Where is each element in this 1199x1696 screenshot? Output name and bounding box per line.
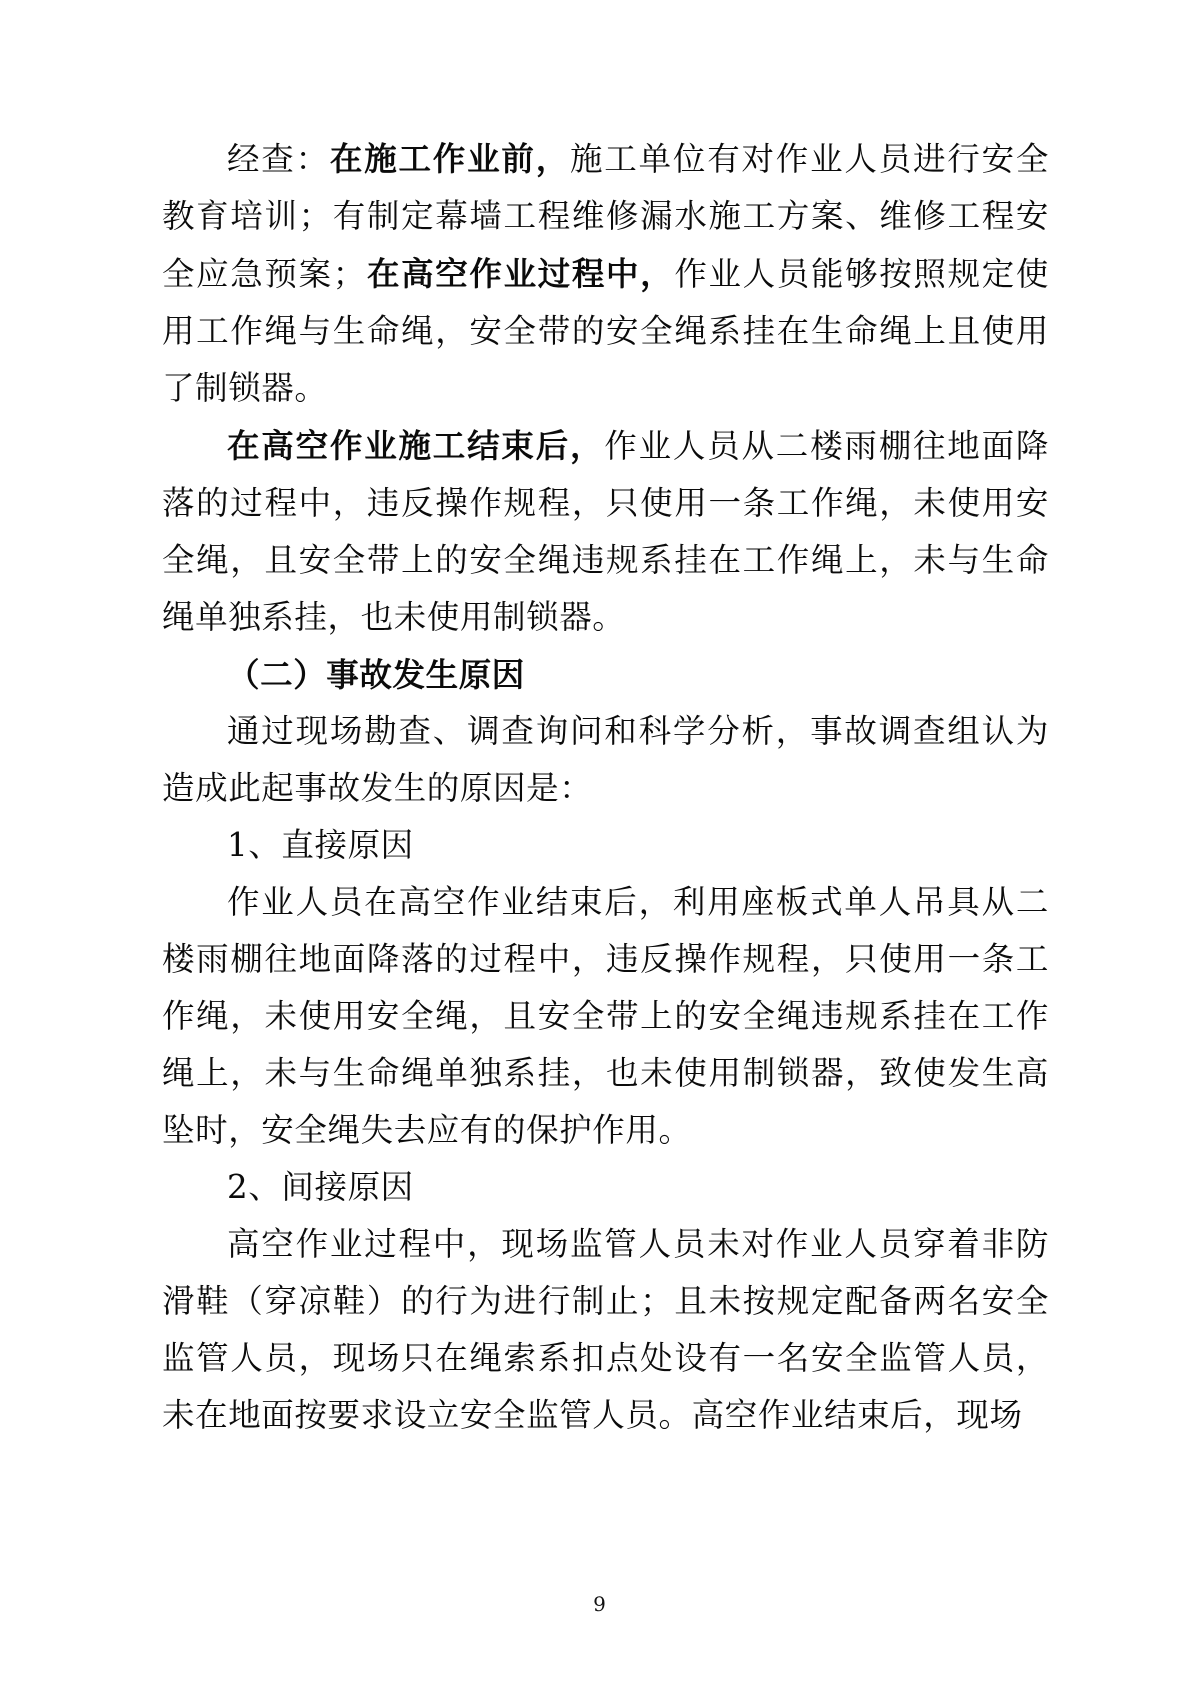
text-run: 施工单位有对作业人员进行安全教育培训；有制定幕墙工程维修漏水施工方案、维修工程安全应急预案； [162, 140, 1049, 293]
text-run: 作业人员在高空作业结束后，利用座板式单人吊具从二楼雨棚往地面降落的过程中，违反操作规程，只使用一条工作绳，未使用安全绳，且安全带上的安全绳违规系挂在工作绳上，未与生命绳单独系挂，也未使用制锁器，致使发生高坠时，安全绳失去应有的保护作用。 [162, 883, 1049, 1149]
emphasis-text: 在高空作业过程中， [365, 254, 675, 293]
text-run: 通过现场勘查、调查询问和科学分析，事故调查组认为造成此起事故发生的原因是： [162, 712, 1049, 807]
text-run: 1、直接原因 [227, 826, 414, 864]
paragraph [162, 703, 1049, 817]
paragraph [162, 417, 1049, 646]
emphasis-text: 在高空作业施工结束后， [227, 426, 605, 465]
emphasis-text: 在施工作业前， [329, 139, 570, 178]
text-run: 作业人员能够按照规定使用工作绳与生命绳，安全带的安全绳系挂在生命绳上且使用了制锁器。 [162, 255, 1049, 407]
document-body [162, 130, 1049, 1444]
text-run: 经查： [227, 140, 330, 178]
section-heading [162, 646, 1049, 703]
emphasis-text: （二）事故发生原因 [227, 655, 525, 694]
paragraph [162, 874, 1049, 1159]
paragraph [162, 817, 1049, 874]
paragraph [162, 130, 1049, 417]
page-number: 9 [593, 1592, 606, 1616]
paragraph [162, 1159, 1049, 1216]
paragraph [162, 1216, 1049, 1444]
text-run: 作业人员从二楼雨棚往地面降落的过程中，违反操作规程，只使用一条工作绳，未使用安全绳，且安全带上的安全绳违规系挂在工作绳上，未与生命绳单独系挂，也未使用制锁器。 [162, 427, 1049, 636]
text-run: 2、间接原因 [227, 1168, 414, 1206]
text-run: 高空作业过程中，现场监管人员未对作业人员穿着非防滑鞋（穿凉鞋）的行为进行制止；且未按规定配备两名安全监管人员，现场只在绳索系扣点处设有一名安全监管人员，未在地面按要求设立安全监管人员。高空作业结束后，现场 [162, 1225, 1049, 1434]
